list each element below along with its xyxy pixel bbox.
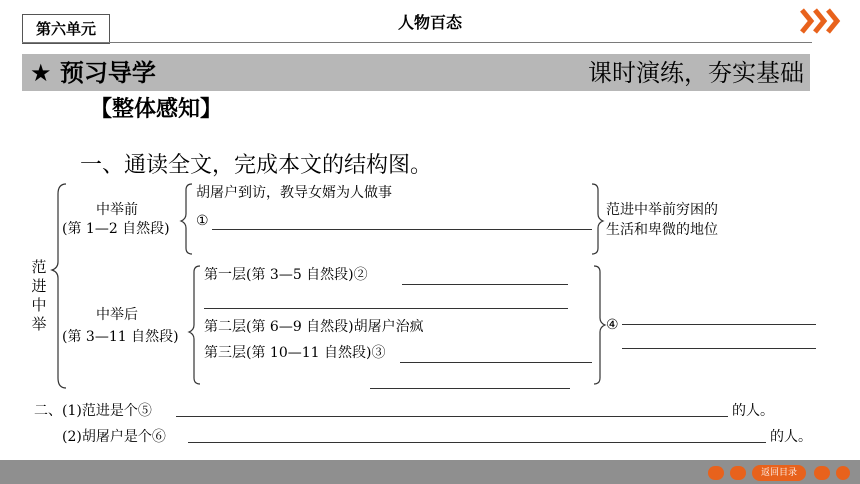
part2-layer-1: 第一层(第 3—5 自然段)② — [204, 267, 368, 283]
part1-item-2: ① — [196, 213, 209, 229]
part1-summary-line1: 范进中举前穷困的 — [606, 202, 718, 218]
answer-blank-3[interactable] — [400, 362, 592, 363]
last-page-button[interactable] — [836, 466, 850, 480]
answer-blank-6[interactable] — [188, 442, 766, 443]
part2-range: (第 3—11 自然段) — [62, 329, 179, 345]
back-to-contents-button[interactable]: 返回目录 — [752, 465, 806, 481]
part1-item-1: 胡屠户到访，教导女婿为人做事 — [196, 185, 392, 201]
answer-blank-1[interactable] — [212, 229, 592, 230]
part1-title: 中举前 — [96, 202, 138, 218]
next-page-button[interactable] — [814, 466, 830, 480]
section-label-practice: 课时演练，夯实基础 — [588, 59, 804, 87]
question-2-label: 二、 — [34, 403, 62, 419]
page-title: 人物百态 — [397, 13, 462, 32]
answer-blank-5[interactable] — [176, 416, 728, 417]
answer-blank-4-continued[interactable] — [622, 348, 816, 349]
root-node: 范进中举 — [31, 258, 47, 333]
part2-layer-2: 第二层(第 6—9 自然段)胡屠户治疯 — [204, 319, 424, 335]
section-label-preview: ★ 预习导学 — [30, 59, 156, 87]
answer-blank-2-continued[interactable] — [204, 308, 568, 309]
question-2-2-prefix: (2)胡屠户是个⑥ — [62, 429, 166, 445]
first-page-button[interactable] — [708, 466, 724, 480]
answer-blank-3-continued[interactable] — [370, 388, 570, 389]
subtitle: 【整体感知】 — [90, 97, 223, 122]
question-2-1-prefix: (1)范进是个⑤ — [62, 403, 152, 419]
question-2-1-suffix: 的人。 — [732, 403, 774, 419]
prev-page-button[interactable] — [730, 466, 746, 480]
part2-title: 中举后 — [96, 307, 138, 323]
answer-blank-4[interactable] — [622, 324, 816, 325]
part1-summary-line2: 生活和卑微的地位 — [606, 222, 718, 238]
question-2-2-suffix: 的人。 — [770, 429, 812, 445]
question-1: 一、通读全文，完成本文的结构图。 — [80, 153, 433, 178]
answer-blank-2[interactable] — [402, 284, 568, 285]
part1-range: (第 1—2 自然段) — [62, 221, 170, 237]
part2-layer-3: 第三层(第 10—11 自然段)③ — [204, 345, 386, 361]
unit-tab: 第六单元 — [22, 14, 110, 44]
part2-summary: ④ — [606, 317, 619, 333]
